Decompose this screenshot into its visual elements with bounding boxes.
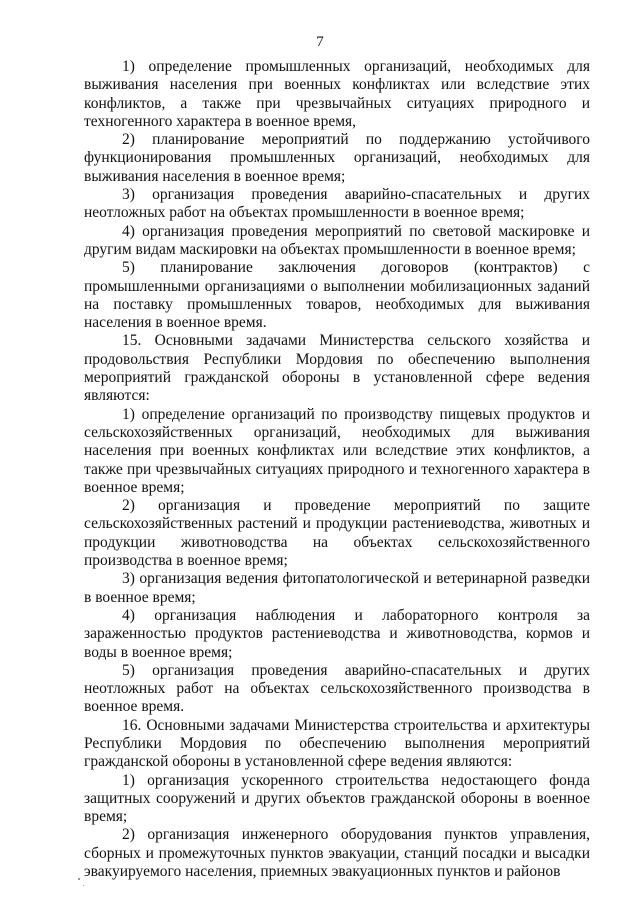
paragraph-construction-item-1: 1) организация ускоренного строительства недостающего фонда защитных сооружений и других объектов гражданской обороны в военное время; [84,771,590,826]
paragraph-section-16: 16. Основными задачами Министерства строительства и архитектуры Республики Мордовия по обеспечению выполнения мероприятий гражданской обороны в установленной сфере ведения являются: [84,716,590,771]
document-body [84,58,590,881]
paragraph-section-15: 15. Основными задачами Министерства сельского хозяйства и продовольствия Республики Мордовия по обеспечению выполнения мероприятий гражданской обороны в установленной сфере ведения являются: [84,332,590,405]
paragraph-agriculture-item-1: 1) определение организаций по производству пищевых продуктов и сельскохозяйственных организаций, необходимых для выживания населения при военных конфликтах или вследствие этих конфликтов, а также при чрезвычайных ситуациях природного и техногенного характера в военное время; [84,405,590,496]
paragraph-industry-item-2: 2) планирование мероприятий по поддержанию устойчивого функционирования промышленных организаций, необходимых для выживания населения в военное время; [84,131,590,185]
scan-speck [83,885,84,886]
paragraph-agriculture-item-4: 4) организация наблюдения и лабораторного контроля за зараженностью продуктов растениеводства и животноводства, кормов и воды в военное время; [84,606,590,661]
paragraph-industry-item-5: 5) планирование заключения договоров (контрактов) с промышленными организациями о выполнении мобилизационных заданий на поставку промышленных товаров, необходимых для выживания населения в военное время. [84,259,590,332]
scan-speck [78,878,80,880]
paragraph-industry-item-4: 4) организация проведения мероприятий по световой маскировке и другим видам маскировки на объектах промышленности в военное время; [84,222,590,258]
paragraph-agriculture-item-3: 3) организация ведения фитопатологической и ветеринарной разведки в военное время; [84,570,590,606]
paragraph-industry-item-1: 1) определение промышленных организаций, необходимых для выживания населения при военных конфликтах или вследствие этих конфликтов, а также при чрезвычайных ситуациях природного и техногенного характера в военное время, [84,58,590,130]
paragraph-industry-item-3: 3) организация проведения аварийно-спасательных и других неотложных работ на объектах промышленности в военное время; [84,186,590,222]
paragraph-agriculture-item-2: 2) организация и проведение мероприятий по защите сельскохозяйственных растений и продукции растениеводства, животных и продукции животноводства на объектах сельскохозяйственного производства в военное время; [84,497,590,570]
paragraph-construction-item-2: 2) организация инженерного оборудования пунктов управления, сборных и промежуточных пунктов эвакуации, станций посадки и высадки эвакуируемого населения, приемных эвакуационных пунктов и районов [84,826,590,881]
page-number: 7 [316,34,324,50]
paragraph-agriculture-item-5: 5) организация проведения аварийно-спасательных и других неотложных работ на объектах сельскохозяйственного производства в военное время. [84,661,590,716]
